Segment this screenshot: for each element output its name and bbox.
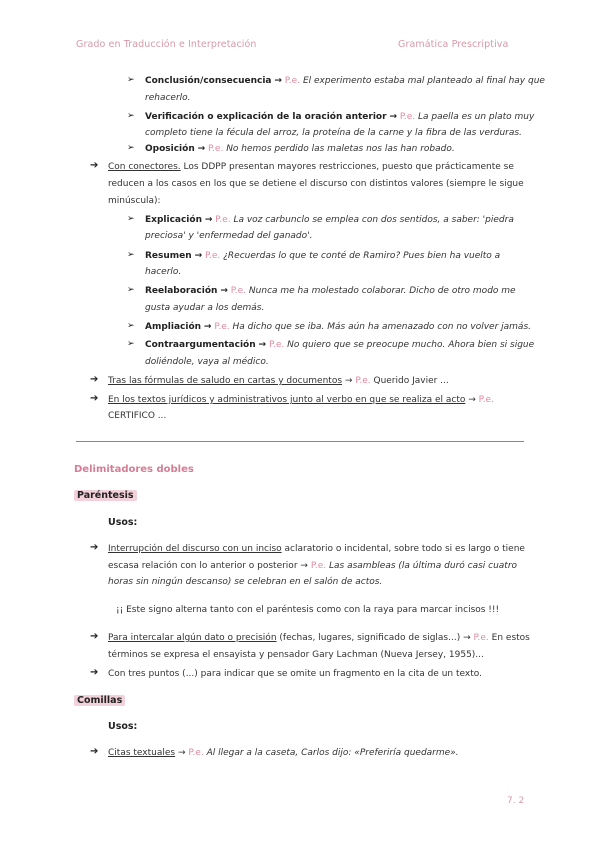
- arrow-bullet-icon: ➔: [90, 667, 99, 678]
- subsection-label-comillas: Comillas: [74, 695, 125, 706]
- arrow-bullet-icon: ➔: [90, 746, 99, 757]
- arrow-bullet-icon: ➔: [90, 393, 99, 404]
- page-number: 7. 2: [507, 796, 525, 806]
- arrow-bullet-icon: ➔: [90, 542, 99, 553]
- paragraph-line: minúscula):: [108, 196, 161, 206]
- triangle-bullet-icon: ➢: [127, 250, 135, 260]
- horizontal-divider: [76, 441, 524, 442]
- paragraph-line: reducen a los casos en los que se detiene el discurso con distintos valores (siempre le sigue: [108, 179, 524, 189]
- triangle-bullet-icon: ➢: [127, 75, 135, 85]
- paragraph-line: términos se expresa el ensayista y pensador Gary Lachman (Nueva Jersey, 1955)...: [108, 650, 484, 660]
- paragraph-tres-puntos: Con tres puntos (...) para indicar que se omite un fragmento en la cita de un texto.: [108, 669, 482, 679]
- arrow-bullet-icon: ➔: [90, 374, 99, 385]
- paragraph-conectores: Con conectores. Los DDPP presentan mayores restricciones, puesto que prácticamente se: [108, 162, 514, 172]
- paragraph-line: escasa relación con lo anterior o posterior → P.e. Las asambleas (la última duró casi cuatro: [108, 561, 518, 571]
- triangle-bullet-icon: ➢: [127, 143, 135, 153]
- usos-label: Usos:: [108, 721, 138, 732]
- paragraph-intercalar: Para intercalar algún dato o precisión (fechas, lugares, significado de siglas...) → P.e. En estos: [108, 633, 530, 643]
- arrow-bullet-icon: ➔: [90, 631, 99, 642]
- usos-label: Usos:: [108, 517, 138, 528]
- paragraph-juridicos: En los textos jurídicos y administrativos junto al verbo en que se realiza el acto → P.e.: [108, 395, 494, 405]
- header-subject: Gramática Prescriptiva: [398, 39, 509, 50]
- list-item-continuation: hacerlo.: [145, 267, 182, 277]
- list-item-verification: Verificación o explicación de la oración anterior → P.e. La paella es un plato muy: [145, 112, 535, 122]
- list-item-resumen: Resumen → P.e. ¿Recuerdas lo que te conté de Ramiro? Pues bien ha vuelto a: [145, 251, 501, 261]
- list-item-continuation: gusta ayudar a los demás.: [145, 303, 265, 313]
- paragraph-line: horas sin ningún descanso) se celebran en el salón de actos.: [108, 577, 383, 587]
- list-item-continuation: completo tiene la fécula del arroz, la proteína de la carne y la fibra de las verduras.: [145, 128, 522, 138]
- list-item-opposition: Oposición → P.e. No hemos perdido las maletas nos las han robado.: [145, 144, 455, 154]
- subsection-label-parentesis: Paréntesis: [74, 490, 137, 501]
- note-text: ¡¡ Este signo alterna tanto con el paréntesis como con la raya para marcar incisos !!!: [116, 605, 500, 615]
- list-item-reelaboracion: Reelaboración → P.e. Nunca me ha molestado colaborar. Dicho de otro modo me: [145, 286, 516, 296]
- triangle-bullet-icon: ➢: [127, 285, 135, 295]
- list-item-continuation: doliéndole, vaya al médico.: [145, 357, 269, 367]
- triangle-bullet-icon: ➢: [127, 321, 135, 331]
- triangle-bullet-icon: ➢: [127, 339, 135, 349]
- list-item-ampliacion: Ampliación → P.e. Ha dicho que se iba. Más aún ha amenazado con no volver jamás.: [145, 322, 531, 332]
- list-item-continuation: rehacerlo.: [145, 93, 191, 103]
- arrow-bullet-icon: ➔: [90, 160, 99, 171]
- paragraph-formulas: Tras las fórmulas de saludo en cartas y documentos → P.e. Querido Javier ...: [108, 376, 449, 386]
- header-course: Grado en Traducción e Interpretación: [76, 39, 257, 50]
- paragraph-citas: Citas textuales → P.e. Al llegar a la caseta, Carlos dijo: «Preferiría quedarme».: [108, 748, 459, 758]
- list-item-conclusion: Conclusión/consecuencia → P.e. El experimento estaba mal planteado al final hay que: [145, 76, 545, 86]
- list-item-contraargumentacion: Contraargumentación → P.e. No quiero que se preocupe mucho. Ahora bien si sigue: [145, 340, 535, 350]
- paragraph-interrupcion: Interrupción del discurso con un inciso aclaratorio o incidental, sobre todo si es largo o tiene: [108, 544, 525, 554]
- triangle-bullet-icon: ➢: [127, 214, 135, 224]
- section-title: Delimitadores dobles: [74, 464, 194, 475]
- triangle-bullet-icon: ➢: [127, 111, 135, 121]
- list-item-explicacion: Explicación → P.e. La voz carbunclo se emplea con dos sentidos, a saber: 'piedra: [145, 215, 514, 225]
- list-item-continuation: preciosa' y 'enfermedad del ganado'.: [145, 231, 313, 241]
- paragraph-line: CERTIFICO ...: [108, 411, 167, 421]
